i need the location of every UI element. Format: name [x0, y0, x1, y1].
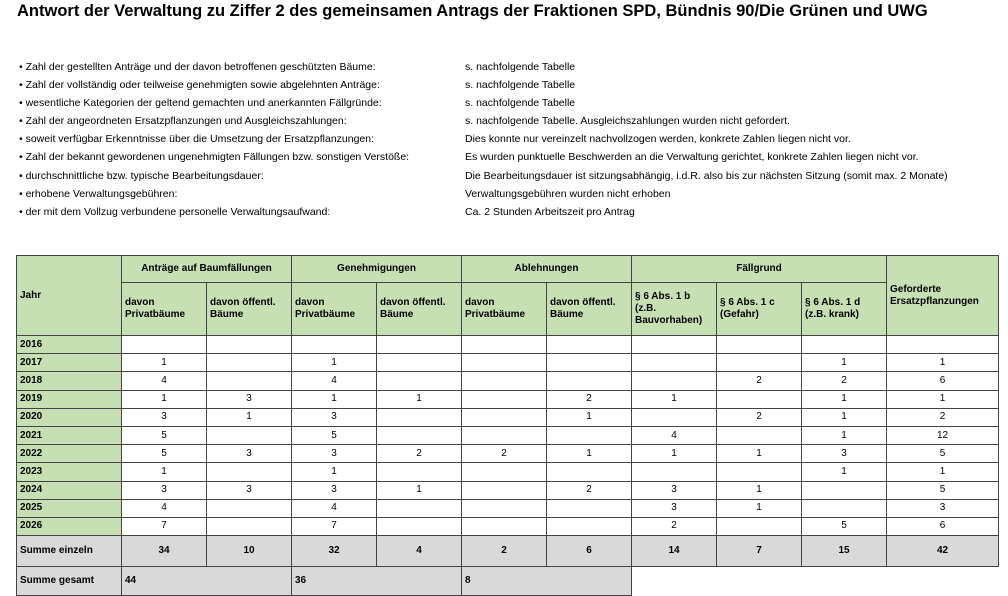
- value-cell: [632, 336, 717, 354]
- sum-cell: 15: [802, 536, 887, 567]
- value-cell: 3: [122, 408, 207, 426]
- value-cell: 4: [122, 499, 207, 517]
- sum-cell: 2: [462, 536, 547, 567]
- value-cell: 1: [292, 390, 377, 408]
- bullet-question: • Zahl der gestellten Anträge und der davon betroffenen geschützten Bäume:: [19, 61, 376, 73]
- value-cell: [377, 463, 462, 481]
- year-cell: 2025: [17, 499, 122, 517]
- value-cell: 1: [547, 445, 632, 463]
- value-cell: 1: [122, 463, 207, 481]
- statistics-table: [16, 255, 999, 596]
- bullet-question: • durchschnittliche bzw. typische Bearbeitungsdauer:: [19, 169, 264, 182]
- value-cell: [377, 499, 462, 517]
- value-cell: 1: [802, 354, 887, 372]
- value-cell: 5: [122, 445, 207, 463]
- bullet-question: • Zahl der vollständig oder teilweise genehmigten sowie abgelehnten Anträge:: [19, 79, 380, 92]
- subheader: davon öffentl. Bäume: [377, 283, 462, 336]
- summe-einzeln-label: Summe einzeln: [17, 536, 122, 567]
- year-cell: 2020: [17, 408, 122, 426]
- year-cell: 2023: [17, 463, 122, 481]
- group-header-faellgrund: Fällgrund: [632, 256, 887, 283]
- bullet-question: • der mit dem Vollzug verbundene personelle Verwaltungsaufwand:: [19, 205, 331, 218]
- summe-gesamt-row: [17, 567, 999, 596]
- value-cell: 3: [292, 408, 377, 426]
- table-row: [17, 354, 999, 372]
- value-cell: 5: [802, 517, 887, 535]
- value-cell: 6: [887, 517, 999, 535]
- value-cell: [802, 336, 887, 354]
- value-cell: 4: [292, 372, 377, 390]
- bullet-question: • wesentliche Kategorien der geltend gemachten und anerkannten Fällgründe:: [19, 97, 382, 110]
- value-cell: [632, 354, 717, 372]
- value-cell: 5: [887, 481, 999, 499]
- value-cell: 1: [802, 463, 887, 481]
- value-cell: [207, 372, 292, 390]
- value-cell: 1: [887, 354, 999, 372]
- year-cell: 2021: [17, 426, 122, 444]
- bullet-answer: Es wurden punktuelle Beschwerden an die Verwaltung gerichtet, konkrete Zahlen liegen nicht vor.: [465, 151, 919, 164]
- sum-cell: 14: [632, 536, 717, 567]
- page-title: Antwort der Verwaltung zu Ziffer 2 des gemeinsamen Antrags der Fraktionen SPD, Bündnis 90/Die Grünen und UWG: [17, 2, 928, 20]
- value-cell: 1: [802, 390, 887, 408]
- value-cell: 2: [802, 372, 887, 390]
- value-cell: 1: [122, 354, 207, 372]
- bullet-answer: Dies konnte nur vereinzelt nachvollzogen werden, konkrete Zahlen liegen nicht vor.: [465, 133, 851, 146]
- bullet-answer: Ca. 2 Stunden Arbeitszeit pro Antrag: [465, 205, 635, 218]
- bullet-answer: s. nachfolgende Tabelle. Ausgleichszahlungen wurden nicht gefordert.: [465, 115, 790, 128]
- value-cell: [377, 336, 462, 354]
- value-cell: 2: [717, 372, 802, 390]
- group-header-antraege: Anträge auf Baumfällungen: [122, 256, 292, 283]
- value-cell: [462, 372, 547, 390]
- value-cell: 6: [887, 372, 999, 390]
- value-cell: [207, 336, 292, 354]
- value-cell: [207, 499, 292, 517]
- year-cell: 2026: [17, 517, 122, 535]
- value-cell: [632, 408, 717, 426]
- table-row: [17, 445, 999, 463]
- value-cell: [547, 354, 632, 372]
- table-row: [17, 481, 999, 499]
- table-row: [17, 517, 999, 535]
- total-cell: 36: [292, 567, 462, 596]
- value-cell: 4: [122, 372, 207, 390]
- value-cell: [462, 408, 547, 426]
- value-cell: [547, 463, 632, 481]
- value-cell: 2: [377, 445, 462, 463]
- subheader: davon öffentl. Bäume: [207, 283, 292, 336]
- table-row: [17, 390, 999, 408]
- table-row: [17, 463, 999, 481]
- summe-einzeln-row: [17, 536, 999, 567]
- sum-cell: 7: [717, 536, 802, 567]
- sum-cell: 6: [547, 536, 632, 567]
- bullet-answer: Verwaltungsgebühren wurden nicht erhoben: [465, 187, 671, 200]
- group-header-genehmigungen: Genehmigungen: [292, 256, 462, 283]
- value-cell: [462, 354, 547, 372]
- value-cell: 5: [887, 445, 999, 463]
- value-cell: [887, 336, 999, 354]
- bullet-answer: s. nachfolgende Tabelle: [465, 79, 576, 92]
- value-cell: 7: [122, 517, 207, 535]
- value-cell: [547, 372, 632, 390]
- value-cell: 3: [887, 499, 999, 517]
- value-cell: [802, 499, 887, 517]
- value-cell: [547, 336, 632, 354]
- value-cell: 2: [547, 390, 632, 408]
- summe-gesamt-label: Summe gesamt: [17, 567, 122, 596]
- value-cell: 2: [547, 481, 632, 499]
- value-cell: 2: [887, 408, 999, 426]
- value-cell: 2: [632, 517, 717, 535]
- value-cell: 1: [292, 354, 377, 372]
- sum-cell: 4: [377, 536, 462, 567]
- value-cell: [547, 499, 632, 517]
- value-cell: 3: [292, 445, 377, 463]
- value-cell: 5: [122, 426, 207, 444]
- value-cell: [462, 390, 547, 408]
- value-cell: 1: [547, 408, 632, 426]
- value-cell: [207, 517, 292, 535]
- value-cell: 4: [632, 426, 717, 444]
- subheader: davon Privatbäume: [122, 283, 207, 336]
- year-cell: 2019: [17, 390, 122, 408]
- bullet-question: • Zahl der bekannt gewordenen ungenehmigten Fällungen bzw. sonstigen Verstöße:: [19, 151, 410, 164]
- value-cell: 2: [462, 445, 547, 463]
- value-cell: 1: [377, 390, 462, 408]
- value-cell: 3: [122, 481, 207, 499]
- value-cell: [292, 336, 377, 354]
- value-cell: [802, 481, 887, 499]
- value-cell: 3: [632, 481, 717, 499]
- bullet-question: • Zahl der angeordneten Ersatzpflanzungen und Ausgleichszahlungen:: [19, 115, 347, 128]
- subheader: davon Privatbäume: [462, 283, 547, 336]
- value-cell: 1: [632, 445, 717, 463]
- table-row: [17, 372, 999, 390]
- value-cell: 1: [887, 390, 999, 408]
- value-cell: [547, 426, 632, 444]
- value-cell: [717, 336, 802, 354]
- value-cell: 3: [292, 481, 377, 499]
- value-cell: 1: [632, 390, 717, 408]
- table-row: [17, 426, 999, 444]
- value-cell: 1: [717, 481, 802, 499]
- bullet-answer: Die Bearbeitungsdauer ist sitzungsabhängig, i.d.R. also bis zur nächsten Sitzung (somit max. 2 Monate): [465, 169, 948, 182]
- value-cell: [377, 354, 462, 372]
- group-header-ablehnungen: Ablehnungen: [462, 256, 632, 283]
- value-cell: 3: [632, 499, 717, 517]
- subheader: § 6 Abs. 1 c (Gefahr): [717, 283, 802, 336]
- value-cell: [632, 372, 717, 390]
- value-cell: 4: [292, 499, 377, 517]
- value-cell: 2: [717, 408, 802, 426]
- bullet-question: • erhobene Verwaltungsgebühren:: [19, 187, 178, 200]
- value-cell: [122, 336, 207, 354]
- value-cell: [462, 499, 547, 517]
- bullet-answer: s. nachfolgende Tabelle: [465, 61, 576, 73]
- year-cell: 2022: [17, 445, 122, 463]
- value-cell: 5: [292, 426, 377, 444]
- sum-cell: 34: [122, 536, 207, 567]
- value-cell: [717, 463, 802, 481]
- empty-cell: [632, 567, 999, 596]
- value-cell: [377, 372, 462, 390]
- value-cell: 1: [377, 481, 462, 499]
- total-cell: 44: [122, 567, 292, 596]
- value-cell: 7: [292, 517, 377, 535]
- value-cell: [207, 426, 292, 444]
- value-cell: [632, 463, 717, 481]
- bullet-answer: s. nachfolgende Tabelle: [465, 97, 576, 110]
- group-header-ersatzpflanzungen: Geforderte Ersatzpflanzungen: [887, 256, 999, 336]
- value-cell: 3: [207, 390, 292, 408]
- value-cell: [462, 463, 547, 481]
- value-cell: 1: [802, 408, 887, 426]
- value-cell: [207, 463, 292, 481]
- year-cell: 2024: [17, 481, 122, 499]
- value-cell: [377, 408, 462, 426]
- value-cell: [462, 336, 547, 354]
- value-cell: 1: [887, 463, 999, 481]
- value-cell: [462, 426, 547, 444]
- value-cell: 1: [717, 445, 802, 463]
- jahr-header: Jahr: [17, 256, 122, 336]
- table-row: [17, 336, 999, 354]
- value-cell: 3: [207, 445, 292, 463]
- subheader: davon öffentl. Bäume: [547, 283, 632, 336]
- total-cell: 8: [462, 567, 632, 596]
- value-cell: [207, 354, 292, 372]
- value-cell: 1: [802, 426, 887, 444]
- value-cell: 3: [207, 481, 292, 499]
- year-cell: 2016: [17, 336, 122, 354]
- table-row: [17, 408, 999, 426]
- value-cell: [717, 390, 802, 408]
- value-cell: [717, 426, 802, 444]
- value-cell: [547, 517, 632, 535]
- value-cell: [377, 517, 462, 535]
- value-cell: 1: [292, 463, 377, 481]
- value-cell: 1: [122, 390, 207, 408]
- value-cell: 3: [802, 445, 887, 463]
- subheader: davon Privatbäume: [292, 283, 377, 336]
- bullet-question: • soweit verfügbar Erkenntnisse über die Umsetzung der Ersatzpflanzungen:: [19, 133, 375, 146]
- subheader: § 6 Abs. 1 d (z.B. krank): [802, 283, 887, 336]
- table-row: [17, 499, 999, 517]
- sum-cell: 10: [207, 536, 292, 567]
- value-cell: 1: [207, 408, 292, 426]
- value-cell: [377, 426, 462, 444]
- year-cell: 2018: [17, 372, 122, 390]
- value-cell: [717, 354, 802, 372]
- subheader: § 6 Abs. 1 b (z.B. Bauvorhaben): [632, 283, 717, 336]
- value-cell: [717, 517, 802, 535]
- value-cell: [462, 517, 547, 535]
- value-cell: 12: [887, 426, 999, 444]
- year-cell: 2017: [17, 354, 122, 372]
- sum-cell: 32: [292, 536, 377, 567]
- value-cell: 1: [717, 499, 802, 517]
- value-cell: [462, 481, 547, 499]
- sum-cell: 42: [887, 536, 999, 567]
